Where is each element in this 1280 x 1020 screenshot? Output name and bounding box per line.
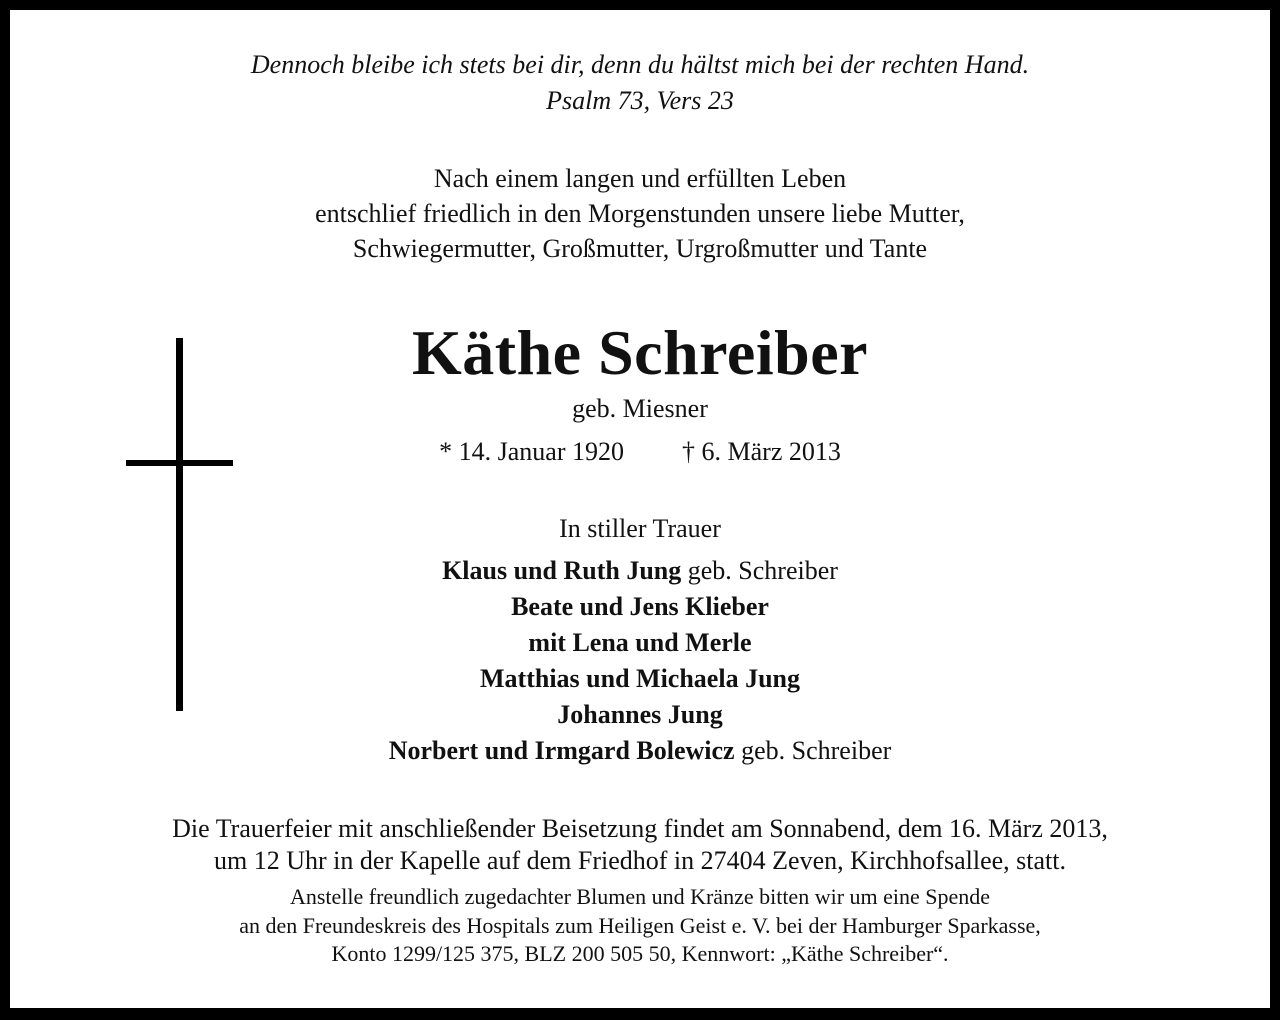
psalm-reference: Psalm 73, Vers 23 <box>546 86 734 115</box>
obituary-notice <box>10 10 1270 1008</box>
deceased-name: Käthe Schreiber <box>411 317 869 388</box>
mourner-note: geb. Schreiber <box>681 556 838 585</box>
donation-line-3: Konto 1299/125 375, BLZ 200 505 50, Kennwort: „Käthe Schreiber“. <box>331 941 949 966</box>
ceremony-line-2: um 12 Uhr in der Kapelle auf dem Friedhof in 27404 Zeven, Kirchhofsallee, statt. <box>214 846 1066 875</box>
mourner-line <box>10 736 1270 766</box>
mourner-line <box>10 628 1270 658</box>
psalm-quote: Dennoch bleibe ich stets bei dir, denn du hältst mich bei der rechten Hand. <box>250 50 1030 79</box>
ceremony-line-1: Die Trauerfeier mit anschließender Beisetzung findet am Sonnabend, dem 16. März 2013, <box>172 814 1108 843</box>
mourner-name: Matthias und Michaela Jung <box>480 664 800 693</box>
maiden-name: geb. Miesner <box>572 394 708 423</box>
intro-line-3: Schwiegermutter, Großmutter, Urgroßmutter und Tante <box>352 234 928 263</box>
mourner-name: Norbert und Irmgard Bolewicz <box>388 736 735 765</box>
mourning-heading: In stiller Trauer <box>559 514 721 543</box>
mourner-note: geb. Schreiber <box>734 736 892 765</box>
death-date: † 6. März 2013 <box>682 437 841 466</box>
donation-line-1: Anstelle freundlich zugedachter Blumen und Kränze bitten wir um eine Spende <box>289 884 991 909</box>
life-dates <box>10 437 1270 467</box>
mourner-line <box>10 592 1270 622</box>
mourner-name: Klaus und Ruth Jung <box>442 556 682 585</box>
mourner-name: Beate und Jens Klieber <box>511 592 769 621</box>
birth-date: * 14. Januar 1920 <box>439 437 624 466</box>
intro-line-2: entschlief friedlich in den Morgenstunden unsere liebe Mutter, <box>315 199 965 228</box>
mourner-line <box>10 664 1270 694</box>
mourner-name: Johannes Jung <box>557 700 723 729</box>
intro-line-1: Nach einem langen und erfüllten Leben <box>433 164 847 193</box>
donation-line-2: an den Freundeskreis des Hospitals zum Heiligen Geist e. V. bei der Hamburger Sparkasse, <box>239 913 1041 938</box>
mourner-name: mit Lena und Merle <box>528 628 752 657</box>
mourner-line <box>10 700 1270 730</box>
mourner-line <box>10 556 1270 586</box>
